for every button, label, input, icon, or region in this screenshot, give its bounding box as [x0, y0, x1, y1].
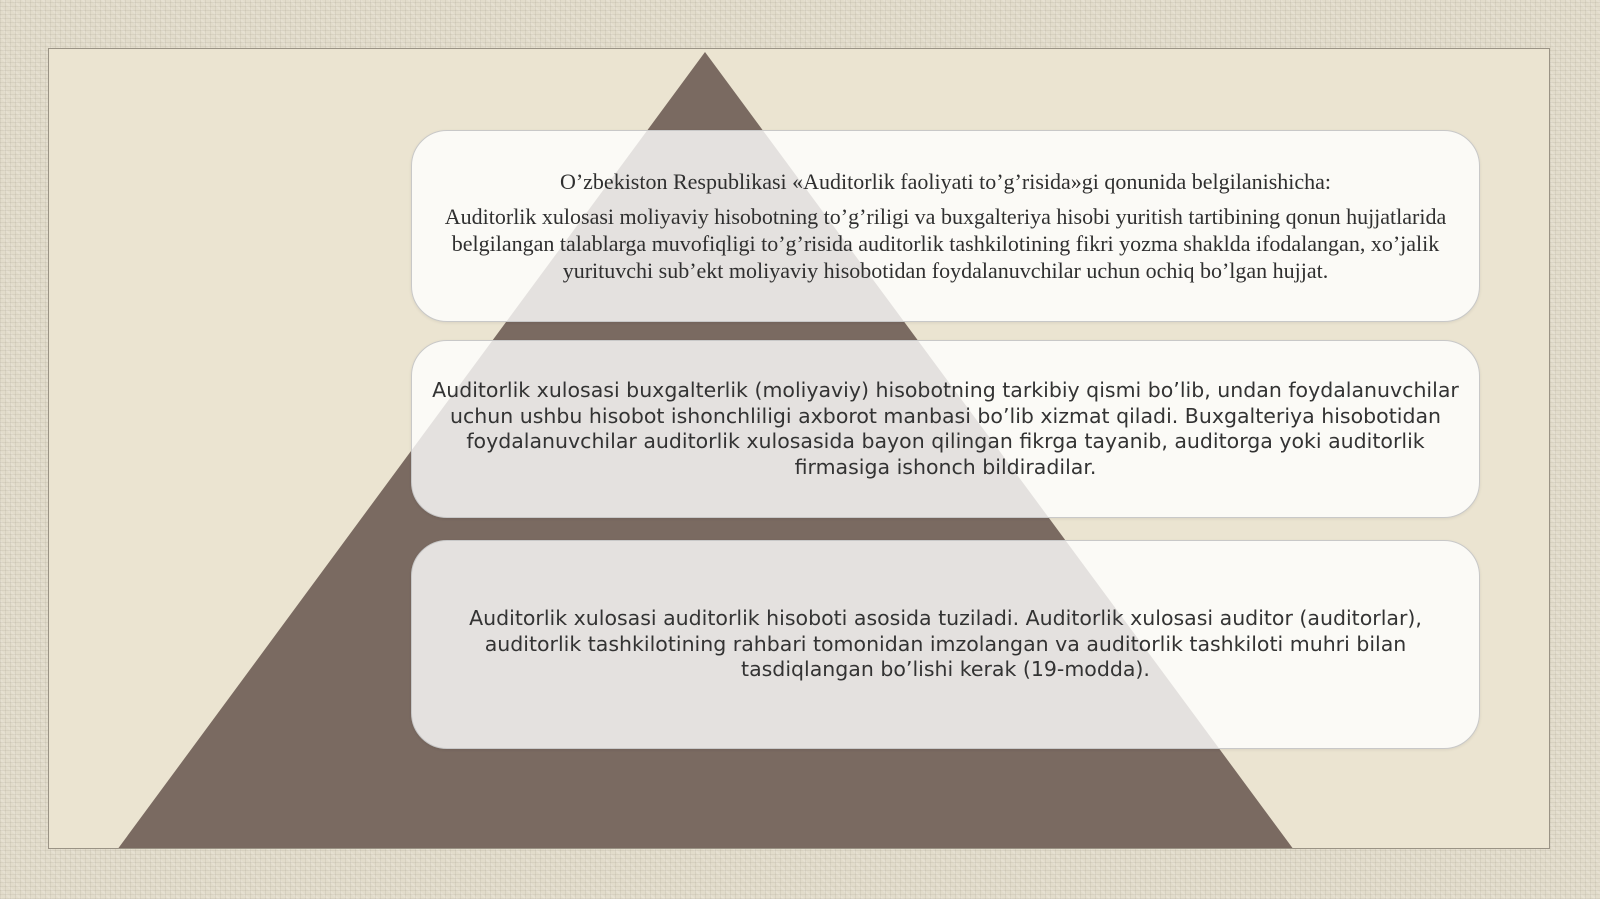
level-top-text: Auditorlik xulosasi moliyaviy hisobotning to’g’riligi va buxgalteriya hisobi yuritish tartibining qonun hujjatlarida belgilangan talablarga muvofiqligi to’g’risida auditorlik tashkilotining fikri yozma shaklda ifodalangan, xo’jalik yurituvchi sub’ekt moliyaviy hisobotidan foydalanuvchilar uchun ochiq bo’lgan hujjat.	[444, 204, 1447, 283]
level-bottom-text: Auditorlik xulosasi auditorlik hisoboti asosida tuziladi. Auditorlik xulosasi auditor (auditorlar), auditorlik tashkilotining rahbari tomonidan imzolangan va auditorlik tashkiloti muhri bilan tasdiqlangan bo’lishi kerak (19-modda).	[469, 606, 1422, 682]
level-top-heading: O’zbekiston Respublikasi «Auditorlik faoliyati to’g’risida»gi qonunida belgilanishicha:	[559, 169, 1332, 194]
level-middle-text: Auditorlik xulosasi buxgalterlik (moliyaviy) hisobotning tarkibiy qismi bo’lib, undan foydalanuvchilar uchun ushbu hisobot ishonchliligi axborot manbasi bo’lib xizmat qiladi. Buxgalteriya hisobotidan foydalanuvchilar auditorlik xulosasida bayon qilingan fikrga tayanib, auditorga yoki auditorlik firmasiga ishonch bildiradilar.	[432, 378, 1459, 479]
slide	[48, 48, 1550, 849]
pyramid-level-top	[411, 130, 1480, 322]
pyramid-level-bottom	[411, 540, 1480, 749]
pyramid-level-middle	[411, 340, 1480, 518]
